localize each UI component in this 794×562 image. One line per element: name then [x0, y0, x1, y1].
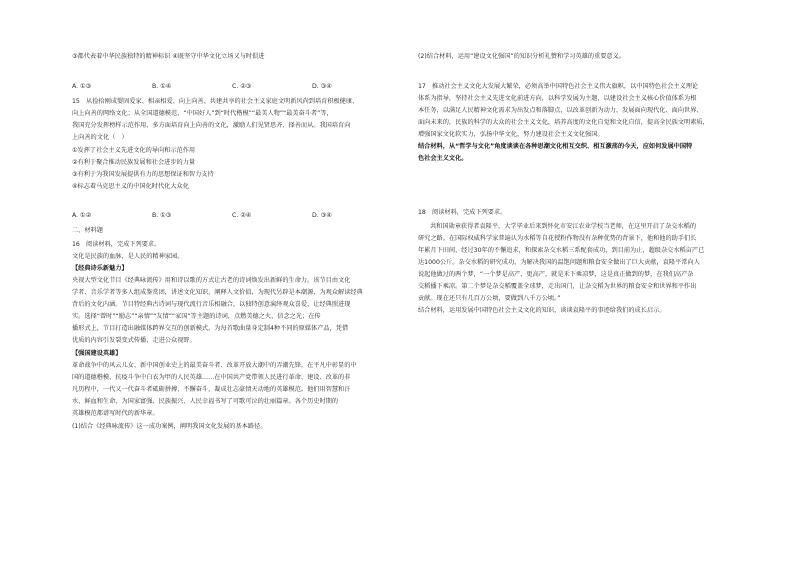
q15-option-d[interactable]: D. ③④	[312, 212, 332, 219]
q16-text-line: 凡历程中，一代又一代奋斗者砥砺拼搏、不懈奋斗，凝成壮志豪情天动地的英雄模范。他们用智慧和汗	[72, 386, 351, 393]
q14-option-a[interactable]: A. ①③	[72, 83, 92, 90]
q16-text-line: 水、鲜血和生命，为国家富强、民族振兴、人民幸福书写了可歌可泣的壮丽篇章。各个历史时期的	[72, 398, 339, 405]
q16-text-line: 学者、音乐学者等多人组成鉴赏团，讲述文化知识、阐释人文价值，为现代另辟是本潮源，为观众解读经典	[72, 289, 363, 296]
section-title: 二、材料题	[72, 227, 103, 234]
q18-text-line: 年累月下田间，经过30年的不懈追求，和探索杂交水稻三系配套成功，到目前为止，超级杂交水稻亩产已	[418, 247, 705, 254]
q14-option-d[interactable]: D. ③④	[312, 83, 332, 90]
q18-text-line: 研究之路。在国际权威科学家普遍认为水稻等自花授粉作物没有杂种优势的背景下，他和他的助手们长	[418, 235, 697, 242]
q14-option-b[interactable]: B. ①④	[152, 83, 172, 90]
q16-text-line: 国的道德楷模、抗疫斗争中白衣为甲的人民英雄……在中国共产党带领人民进行革命、建设、改革的非	[72, 374, 351, 381]
q16-heading: 【强国建设英雄】	[72, 350, 122, 357]
q15-text-line: 上向善的文化（ ）	[72, 134, 128, 141]
q17-text-line: 面向未来的，民族的科学的大众的社会主义文化，培养高度的文化自觉和文化自信，提高全民族文明素质，	[418, 119, 709, 126]
q15-option-c[interactable]: C. ②④	[232, 212, 252, 219]
q18-text-line: 交稻播下乘凉。第二个梦是杂交稻覆盖全球梦，走出国门，让杂交稻为世界的粮食安全和世界和平作出	[418, 283, 697, 290]
q15-text-line: 向上向善的网络文化；从全国道德模范、“中国好人”到“时代楷模”“最美人物”“最美奋斗者”等，	[72, 110, 333, 117]
q16-text-line: 实。选择“曾时”“励志”“亲情”“友情”“家国”等主题的诗词，点燃美德之火、信念之光；在传	[72, 313, 321, 320]
q15-statement: ④标志着马克思主义的中国化时代化大众化	[72, 183, 189, 190]
q18-text-line: 贡献。现在还只有几百万公顷，要做到八千万公顷。”	[418, 295, 561, 302]
q15-text-line: 我国充分发挥榜样示范作用，多方面培育向上向善的文化，激励人们见贤思齐、择善而从。我国培育向	[72, 122, 351, 129]
q16-subquestion-2: (2)结合材料，运用“建设文化强国”的知识分析礼赞和学习英雄的重要意义。	[418, 53, 625, 60]
q18-text-line: 说起他做过的两个梦，“一个梦是高产、更高产，就是禾下乘凉梦，这是真正做到的梦，在我们高产杂	[418, 271, 694, 278]
q16-text-line: 16 阅读材料，完成下列要求。	[72, 241, 161, 248]
q16-text-line: 革命战争中的风云儿女、新中国创业史上的最美奋斗者、改革开放大潮中的弄潮先锋，在平凡中彰显的中	[72, 362, 357, 369]
q16-text-line: 英雄模范都谱写时代的新华章。	[72, 410, 159, 417]
q16-text-line: 央视大型文化节目《经典咏流传》用和诗以歌的方式让古老的诗词焕发出新鲜的生命力。该节目由文化	[72, 277, 351, 284]
q14-option-c[interactable]: C. ②③	[232, 83, 252, 90]
q17-text-line: 体系为指导，坚持社会主义先进文化前进方向，以科学发展为主题，以建设社会主义核心价值体系为根	[418, 95, 697, 102]
q16-subquestion-1: (1)结合《经典咏流传》这一成功案例，阐明我国文化发展的基本路径。	[72, 423, 267, 430]
q14-statement-line: ③都代表着中华民族独特的精神标识 ④既坚守中华文化立场又与时俱进	[72, 53, 265, 60]
q16-text-line: 播形式上，节目打造出融媒体跨界交互的创新模式，为每首歌曲量身定制4种不同的原媒体产品，凭借	[72, 325, 349, 332]
q15-option-a[interactable]: A. ①②	[72, 212, 92, 219]
q15-statement: ③有利于为我国发展提供有力的思想保证和智力支持	[72, 171, 214, 178]
q15-option-b[interactable]: B. ①③	[152, 212, 172, 219]
q16-text-line: 优质的内容引发裂变式传播，走进公众视野。	[72, 337, 196, 344]
q15-statement: ①发挥了社会主义先进文化的导向和示范作用	[72, 147, 196, 154]
q17-text-line: 本任务，以满足人民精神文化需求为出发点和落脚点，以改革创新为动力，发展面向现代化、面向世界、	[418, 107, 703, 114]
q18-text-line: 达1000公斤。杂交水稻的研究成功，为解决我国的温饱问题和粮食安全做出了巨大贡献，袁隆平常向人	[418, 259, 700, 266]
q16-text-line: 背后的文化内涵。节目特经典古诗词与现代流行音乐相融合，以独特创意演绎观众喜爱，让经典照进现	[72, 301, 351, 308]
q18-text-line: 18 阅读材料，完成下列要求。	[418, 209, 507, 216]
q18-text-line: 结合材料，运用发展中国特色社会主义文化的知识，谈谈袁隆平的事迹给我们的成长启示。	[418, 307, 666, 314]
q16-text-line: 文化是民族的血脉，是人民的精神家园。	[72, 253, 184, 260]
q18-text-line: 共和国勋章获得者袁隆平，大学毕业后来到怀化市安江农业学校当老师，在这里开启了杂交水稻的	[430, 223, 697, 230]
q17-text-line: 增强国家文化软实力，弘扬中华文化，努力建设社会主义文化强国。	[418, 131, 604, 138]
q17-task: 结合材料，从“哲学与文化”角度谈谈在各种思潮文化相互交织、相互激荡的今天，应如何发展中国特	[418, 143, 693, 150]
q15-text-line: 15 从捡拾刚成婴固爱家、相亲相爱、向上向善、共建共享的社会主义家庭文明新风尚到培育积极健康、	[72, 98, 359, 105]
q17-text-line: 17 推动社会主义文化大发展大繁荣，必须高举中国特色社会主义伟大旗帜，以中国特色社会主义理论	[418, 83, 699, 90]
q15-statement: ②有利于聚合推动民族发展和社会进步的力量	[72, 159, 196, 166]
q17-task: 色社会主义文化。	[418, 155, 468, 162]
q16-heading: 【经典诗乐新魅力】	[72, 265, 128, 272]
